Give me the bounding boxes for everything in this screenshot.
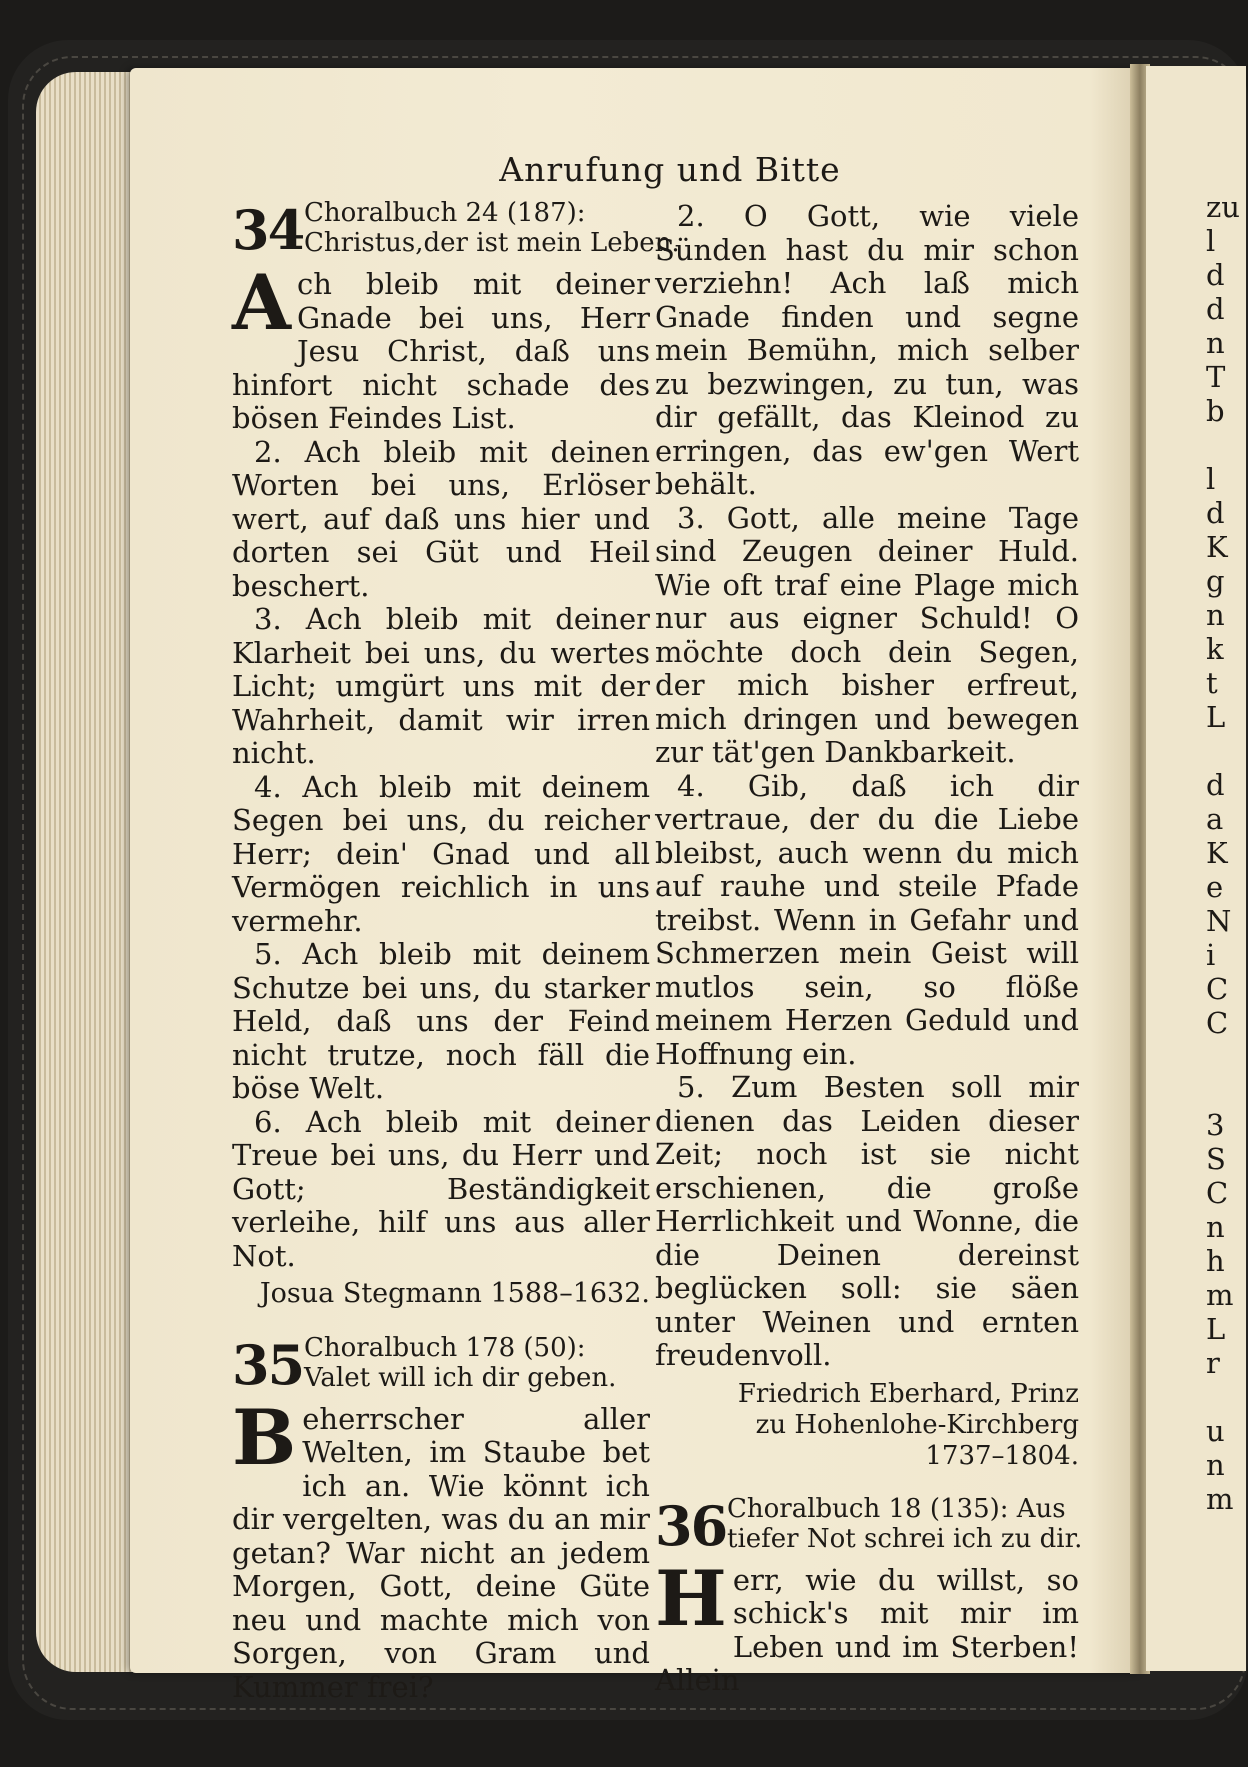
hymn-35-verse-2: 2. O Gott, wie viele Sünden hast du mir schon verziehn! Ach laß mich Gnade finden und segne mein Bemühn, mich selber zu bezwingen, zu tun, was dir gefällt, das Kleinod zu erringen, das ew'gen Wert behält. bbox=[655, 199, 1079, 501]
fragment-line: m bbox=[1206, 1278, 1234, 1312]
fragment-line: l bbox=[1206, 224, 1216, 258]
fragment-line: n bbox=[1206, 326, 1225, 360]
drop-cap: B bbox=[232, 1392, 297, 1482]
fragment-line: k bbox=[1206, 632, 1224, 666]
fragment-line: 3 bbox=[1206, 1108, 1225, 1142]
fragment-line: d bbox=[1206, 292, 1225, 326]
fragment-line: t bbox=[1206, 666, 1218, 700]
page-title: Anrufung und Bitte bbox=[499, 150, 841, 189]
hymn-36-header bbox=[655, 1493, 1083, 1564]
fragment-line: a bbox=[1206, 802, 1224, 836]
fragment-line: l bbox=[1206, 462, 1216, 496]
tune-line-2: Valet will ich dir geben. bbox=[304, 1362, 617, 1393]
fragment-line: C bbox=[1206, 972, 1229, 1006]
hymn-34-verse-4: 4. Ach bleib mit deinem Segen bei uns, du reicher Herr; dein' Gnad und all Vermögen reichlich in uns vermehr. bbox=[232, 769, 650, 938]
fragment-line: K bbox=[1206, 836, 1228, 870]
fragment-line: n bbox=[1206, 598, 1225, 632]
tune-line-1: Choralbuch 178 (50): bbox=[304, 1332, 586, 1363]
fragment-line bbox=[1206, 734, 1236, 768]
hymn-tune-reference bbox=[304, 1333, 616, 1393]
fragment-line: n bbox=[1206, 1210, 1225, 1244]
hymn-number: 36 bbox=[655, 1493, 727, 1558]
fragment-line: L bbox=[1206, 700, 1226, 734]
hymn-34-header bbox=[232, 198, 680, 268]
tune-line-1: Choralbuch 24 (187): bbox=[304, 198, 586, 228]
fragment-line: N bbox=[1206, 904, 1232, 938]
drop-cap: H bbox=[655, 1553, 727, 1643]
verse-text: eherrscher aller Welten, im Staube bet ich an. Wie könnt ich dir vergelten, was du an mir getan? War nicht an jedem Morgen, Gott, deine Güte neu und machte mich von Sorgen, von Gram und Kummer frei? bbox=[232, 1401, 650, 1704]
verse-text: err, wie du willst, so schick's mit mir im Leben und im Sterben! Allein bbox=[655, 1562, 1079, 1697]
fragment-line: m bbox=[1206, 1482, 1234, 1516]
fragment-line: T bbox=[1206, 360, 1226, 394]
fragment-line: r bbox=[1206, 1346, 1220, 1380]
hymn-35-verse-1 bbox=[232, 1392, 650, 1705]
right-page-text-fragments bbox=[1206, 190, 1240, 1516]
fragment-line bbox=[1206, 1040, 1236, 1074]
left-column bbox=[232, 198, 680, 1704]
fragment-line bbox=[1206, 1074, 1236, 1108]
fragment-line: K bbox=[1206, 530, 1228, 564]
hymn-tune-reference bbox=[727, 1494, 1082, 1554]
hymn-number: 34 bbox=[232, 198, 304, 262]
author-line-2: zu Hohenlohe-Kirchberg bbox=[755, 1409, 1079, 1440]
fragment-line: S bbox=[1206, 1142, 1226, 1176]
hymn-34-verse-2: 2. Ach bleib mit deinen Worten bei uns, Erlöser wert, auf daß uns hier und dorten sei Güt und Heil beschert. bbox=[232, 434, 650, 603]
fragment-line bbox=[1206, 428, 1236, 462]
fragment-line: d bbox=[1206, 258, 1225, 292]
fragment-line: n bbox=[1206, 1448, 1225, 1482]
tune-line-2: Christus,der ist mein Leben. bbox=[304, 228, 680, 258]
tune-line-1: Choralbuch 18 (135): Aus bbox=[727, 1493, 1066, 1524]
fragment-line: C bbox=[1206, 1176, 1229, 1210]
fragment-line: d bbox=[1206, 496, 1225, 530]
hymn-35-verse-4: 4. Gib, daß ich dir vertraue, der du die Liebe bleibst, auch wenn du mich auf rauhe und steile Pfade treibst. Wenn in Gefahr und Schmerzen mein Geist will mutlos sein, so flöße meinem Herzen Geduld und Hoffnung ein. bbox=[655, 768, 1079, 1071]
hymn-35-header bbox=[232, 1333, 650, 1403]
fragment-line: zu bbox=[1206, 190, 1240, 224]
hymn-35-verse-5: 5. Zum Besten soll mir dienen das Leiden dieser Zeit; noch ist sie nicht erschienen, die große Herrlichkeit und Wonne, die die Deinen dereinst beglücken soll: sie säen unter Weinen und ernten freudenvoll. bbox=[655, 1070, 1079, 1372]
fragment-line: u bbox=[1206, 1414, 1225, 1448]
drop-cap: A bbox=[232, 258, 291, 347]
fragment-line: g bbox=[1206, 564, 1225, 598]
hymn-34-verse-1 bbox=[232, 258, 650, 436]
fragment-line: C bbox=[1206, 1006, 1229, 1040]
hymn-34-author: Josua Stegmann 1588–1632. bbox=[259, 1278, 650, 1309]
hymn-34-verse-3: 3. Ach bleib mit deiner Klarheit bei uns, du wertes Licht; umgürt uns mit der Wahrheit, damit wir irren nicht. bbox=[232, 602, 650, 770]
hymn-35-verse-3: 3. Gott, alle meine Tage sind Zeugen deiner Huld. Wie oft traf eine Plage mich nur aus eigner Schuld! O möchte doch dein Segen, der mich bisher erfreut, mich dringen und bewegen zur tät'gen Dankbarkeit. bbox=[655, 500, 1079, 769]
author-line-1: Friedrich Eberhard, Prinz bbox=[737, 1378, 1079, 1409]
hymn-tune-reference bbox=[304, 198, 680, 258]
fragment-line: L bbox=[1206, 1312, 1226, 1346]
hymn-35-author bbox=[655, 1379, 1079, 1472]
right-column bbox=[655, 199, 1083, 1698]
fragment-line: i bbox=[1206, 938, 1216, 972]
fragment-line: b bbox=[1206, 394, 1225, 428]
fragment-line bbox=[1206, 1380, 1236, 1414]
fragment-line: h bbox=[1206, 1244, 1225, 1278]
tune-line-2: tiefer Not schrei ich zu dir. bbox=[727, 1523, 1083, 1554]
author-line-3: 1737–1804. bbox=[925, 1440, 1079, 1471]
hymn-number: 35 bbox=[232, 1332, 304, 1397]
hymn-36-verse-1 bbox=[655, 1553, 1079, 1698]
hymn-34-verse-6: 6. Ach bleib mit deiner Treue bei uns, du Herr und Gott; Beständigkeit verleihe, hilf uns aus aller Not. bbox=[232, 1104, 650, 1273]
fragment-line: e bbox=[1206, 870, 1224, 904]
verse-text: ch bleib mit deiner Gnade bei uns, Herr Jesu Christ, daß uns hinfort nicht schade des bösen Feindes List. bbox=[232, 267, 650, 435]
fragment-line: d bbox=[1206, 768, 1225, 802]
hymn-34-verse-5: 5. Ach bleib mit deinem Schutze bei uns, du starker Held, daß uns der Feind nicht trutze, noch fäll die böse Welt. bbox=[232, 937, 650, 1105]
